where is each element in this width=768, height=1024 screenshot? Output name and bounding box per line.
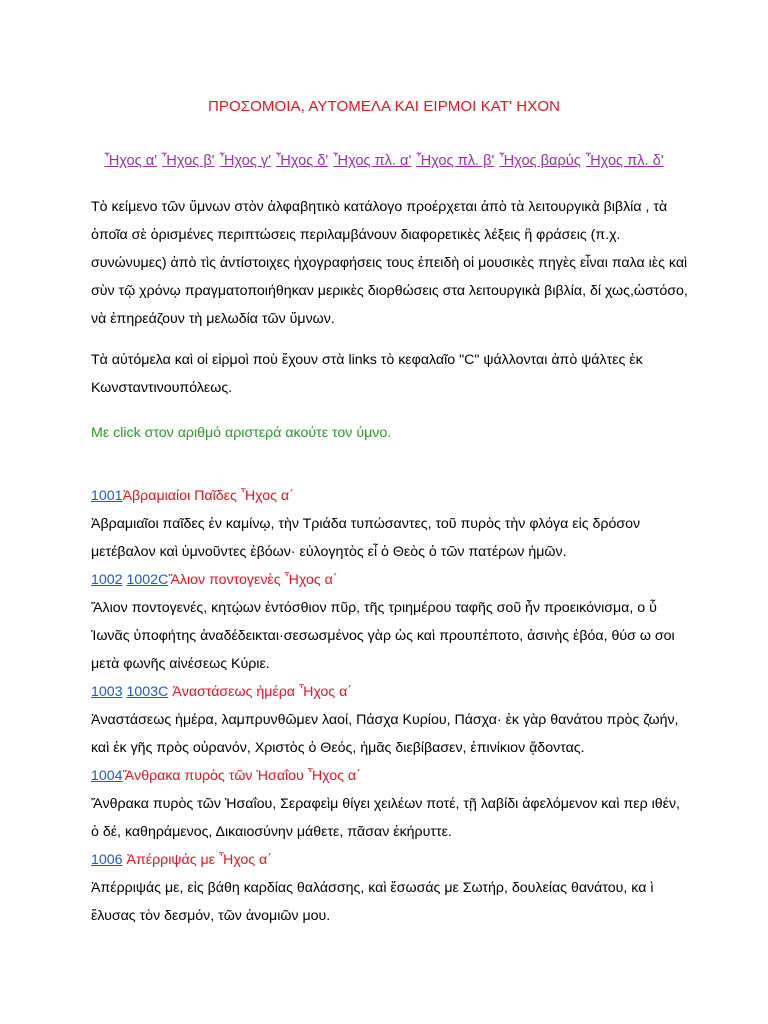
nav-link-mode-pl4[interactable]: Ἦχος πλ. δ' [585, 153, 664, 169]
nav-link-mode-pl1[interactable]: Ἦχος πλ. α' [333, 153, 412, 169]
page-title: ΠΡΟΣΟΜΟΙΑ, ΑΥΤΟΜΕΛΑ ΚΑΙ ΕΙΡΜΟΙ ΚΑΤ' ΗΧΟΝ [207, 98, 561, 115]
nav-link-mode-pl2[interactable]: Ἦχος πλ. β' [416, 153, 495, 169]
hymn-entry-header [91, 566, 689, 594]
hymn-entry [91, 566, 689, 678]
hymn-name: Ἀπέρριψάς με Ἦχος α΄ [126, 852, 272, 868]
hymn-constantinople-link[interactable]: 1002C [126, 572, 169, 588]
hymn-entry [91, 678, 689, 762]
hymn-text: Ἀπέρριψάς με, εἰς βάθη καρδίας θαλάσσης, καὶ ἔσωσάς με Σωτήρ, δουλείας θανάτου, κα ὶ ἔλυσας τὸν δεσμόν, τῶν ἀνομιῶν μου. [91, 880, 654, 924]
hint-paragraph: Με click στον αριθμό αριστερά ακούτε τον ύμνο. [91, 425, 392, 441]
nav-link-mode-1[interactable]: Ἦχος α' [104, 153, 157, 169]
hymn-entry [91, 482, 689, 566]
hymn-text: Ἀναστάσεως ἡμέρα, λαμπρυνθῶμεν λαοί, Πάσχα Κυρίου, Πάσχα· ἐκ γὰρ θανάτου πρὸς ζωήν, καὶ ἐκ γῆς πρὸς οὐρανόν, Χριστὸς ὁ Θεός, ἡμᾶς διεβίβασεν, ἐπινίκιον ᾄδοντας. [91, 712, 679, 756]
hymn-name: Ἄνθρακα πυρὸς τῶν Ἡσαΐου Ἦχος α΄ [122, 768, 361, 784]
hymn-entry [91, 762, 689, 846]
hymn-number-link[interactable]: 1006 [91, 852, 123, 868]
nav-link-mode-3[interactable]: Ἦχος γ' [219, 153, 271, 169]
hymn-number-link[interactable]: 1001 [91, 488, 123, 504]
mode-navigation [0, 153, 768, 169]
hymn-entry [91, 846, 689, 930]
note-paragraph: Τὰ αὐτόμελα καὶ οἱ εἱρμοὶ ποὺ ἔχουν στὰ links τὸ κεφαλαῖο "C" ψάλλονται ἀπὸ ψάλτες ἐκ Κωνσταντινουπόλεως. [91, 352, 643, 396]
hymn-number-link[interactable]: 1004 [91, 768, 123, 784]
hymn-text: Ἄνθρακα πυρὸς τῶν Ἡσαΐου, Σεραφεὶμ θίγει χειλέων ποτέ, τῇ λαβίδι ἀφελόμενον καὶ περ ιθέν, ὁ δέ, καθηράμενος, Δικαιοσύνην μάθετε, πᾶσαν ἐκήρυττε. [91, 796, 680, 840]
hymn-list [91, 482, 689, 930]
hymn-entry-header [91, 482, 689, 510]
hymn-constantinople-link[interactable]: 1003C [126, 684, 169, 700]
hymn-text: Ἅλιον ποντογενές, κητῴων ἐντόσθιον πῦρ, τῆς τριημέρου ταφῆς σοῦ ἦν προεικόνισμα, ο ὗ Ἰωνᾶς ὑποφήτης ἀναδέδεικται·σεσωσμένος γὰρ ὡς καὶ προυπέποτο, ἀσινὴς ἐβόα, θύσ ω σοι μετὰ φωνῆς αἰνέσεως Κύριε. [91, 600, 675, 672]
hymn-entry-header [91, 846, 689, 874]
hymn-number-link[interactable]: 1003 [91, 684, 123, 700]
hymn-name: Ἅλιον ποντογενὲς Ἦχος α΄ [168, 572, 338, 588]
hymn-entry-header [91, 762, 689, 790]
hymn-text: Ἀβραμιαῖοι παῖδες ἐν καμίνῳ, τὴν Τριάδα τυπώσαντες, τοῦ πυρὸς τὴν φλόγα εἰς δρόσον μετέβαλον καὶ ὑμνοῦντες ἐβόων· εὐλογητὸς εἶ ὁ Θεὸς ὁ τῶν πατέρων ἡμῶν. [91, 516, 641, 560]
intro-paragraph: Τὸ κείμενο τῶν ὕμνων στὸν ἀλφαβητικὸ κατάλογο προέρχεται ἀπὸ τὰ λειτουργικὰ βιβλία , τὰ ὁποῖα σὲ ὁρισμένες περιπτώσεις περιλαμβάνουν διαφορετικὲς λέξεις ἢ φράσεις (π.χ. συνώνυμες) ἀπὸ τὶς ἀντίστοιχες ἠχογραφήσεις τους ἐπειδὴ οἱ μουσικὲς πηγὲς εἶναι παλα ιὲς καὶ σὺν τῷ χρόνῳ πραγματοποιήθηκαν μερικὲς διορθώσεις στα λειτουργικὰ βιβλία, δί χως,ὡστόσο, νὰ ἐπηρεάζουν τὴ μελωδία τῶν ὕμνων. [91, 199, 688, 327]
hymn-name: Ἀναστάσεως ἡμέρα Ἦχος α΄ [172, 684, 353, 700]
nav-link-mode-4[interactable]: Ἦχος δ' [276, 153, 329, 169]
nav-link-mode-varys[interactable]: Ἦχος βαρύς [499, 153, 581, 169]
hymn-name: Ἀβραμιαίοι Παῖδες Ἦχος α΄ [122, 488, 294, 504]
nav-link-mode-2[interactable]: Ἦχος β' [162, 153, 215, 169]
hymn-entry-header [91, 678, 689, 706]
hymn-number-link[interactable]: 1002 [91, 572, 123, 588]
